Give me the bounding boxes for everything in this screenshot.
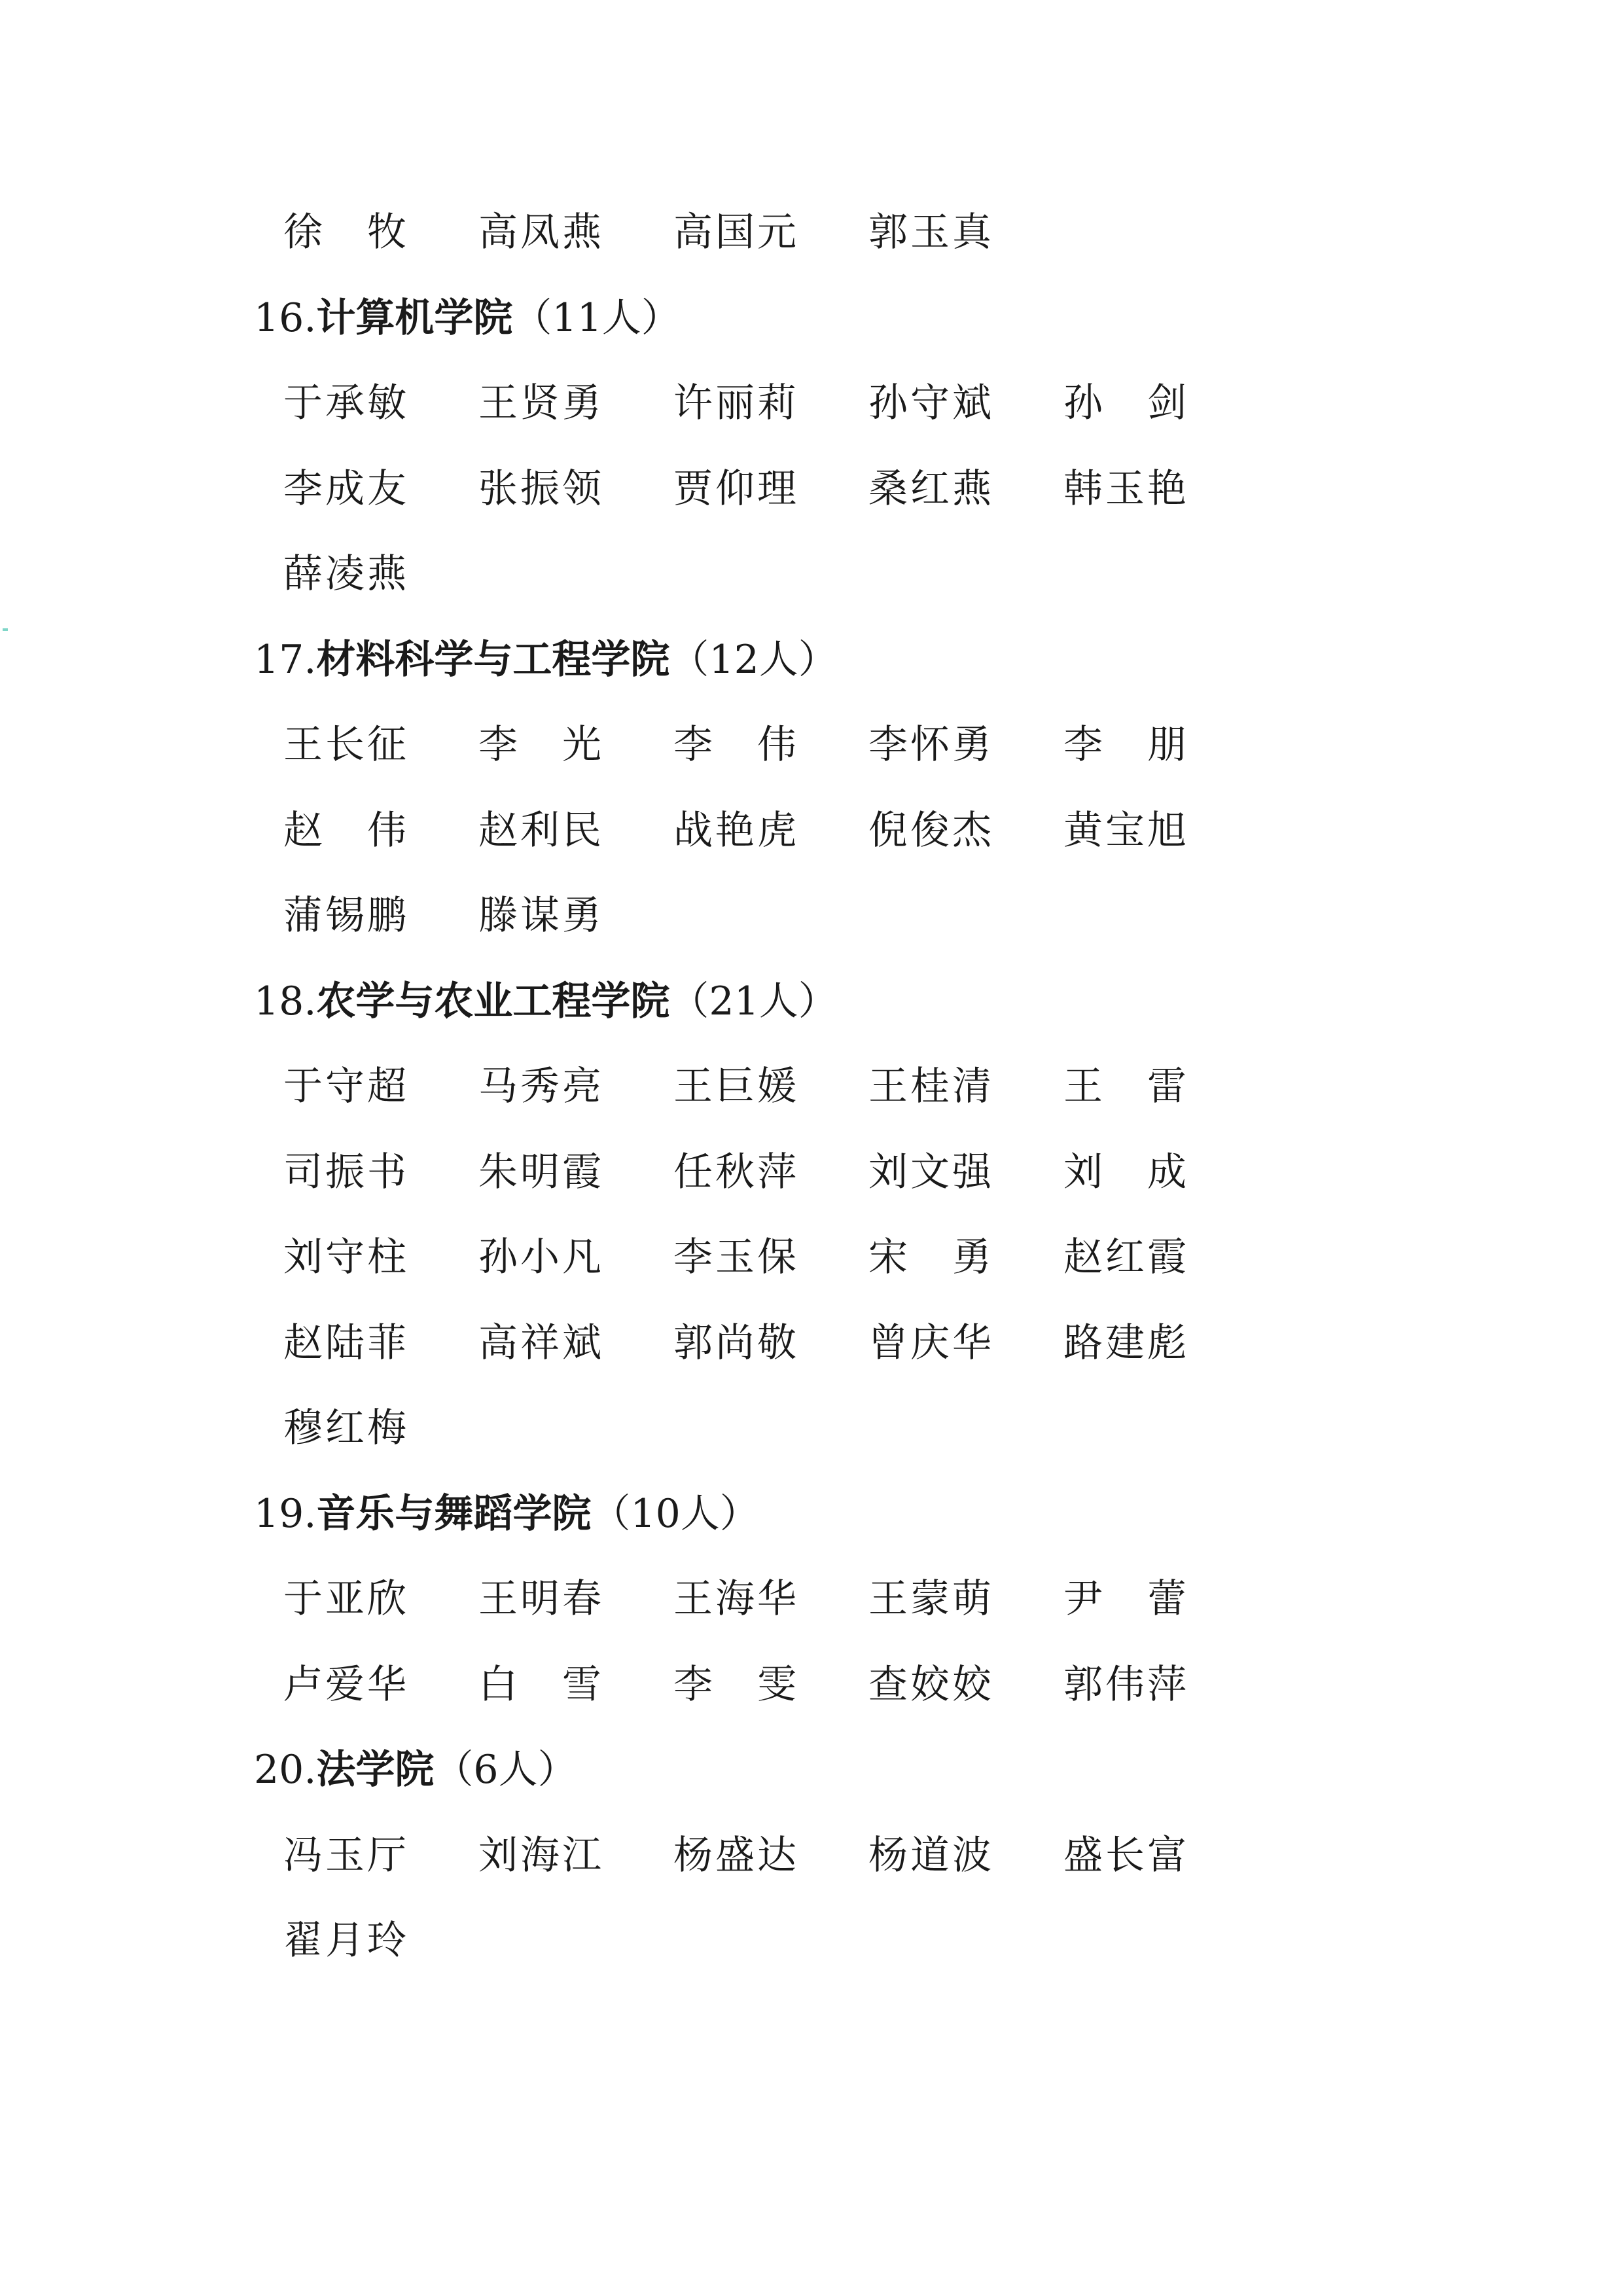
section-title: 农学与农业工程学院: [316, 978, 670, 1024]
names-row: [283, 1044, 1258, 1129]
section-title: 法学院: [316, 1747, 435, 1793]
section-title: 材料科学与工程学院: [316, 636, 670, 683]
person-name: 于 亚 欣: [283, 1576, 406, 1622]
names-row: [283, 190, 1063, 275]
person-name: 蒲 锡 鹏: [283, 893, 406, 939]
person-name: 曾 庆 华: [868, 1319, 991, 1366]
names-row: [283, 1215, 1258, 1300]
person-name: 李 雯: [673, 1661, 796, 1708]
person-name: 王 桂 清: [868, 1064, 991, 1109]
person-name: 赵 红 霞: [1063, 1234, 1186, 1280]
person-name: 翟 月 玲: [283, 1918, 406, 1964]
person-name: 赵 利 民: [478, 807, 601, 853]
person-name: 高 凤 燕: [478, 209, 601, 255]
person-name: 郭 尚 敬: [673, 1319, 796, 1366]
person-name: 高 祥 斌: [478, 1319, 601, 1366]
person-name: 孙 守 斌: [868, 380, 991, 426]
person-name: 任 秋 萍: [673, 1149, 796, 1195]
person-name: 卢 爱 华: [283, 1661, 406, 1708]
section-title: 计算机学院: [316, 295, 513, 341]
person-name: 马 秀 亮: [478, 1064, 601, 1109]
person-name: 王 长 征: [283, 722, 406, 768]
names-row: [283, 1813, 1258, 1898]
person-name: 韩 玉 艳: [1063, 465, 1186, 512]
person-name: 王 巨 媛: [673, 1064, 796, 1109]
person-name: 李 成 友: [283, 465, 406, 512]
person-name: 高 国 元: [673, 209, 796, 255]
section-heading: [254, 959, 838, 1044]
person-name: 李 玉 保: [673, 1234, 796, 1280]
person-name: 赵 陆 菲: [283, 1319, 406, 1366]
person-name: 贾 仰 理: [673, 465, 796, 512]
person-name: 于 守 超: [283, 1064, 406, 1109]
person-name: 孙 剑: [1063, 380, 1186, 426]
names-row: [283, 873, 673, 958]
person-name: 刘 守 柱: [283, 1234, 406, 1280]
person-name: 盛 长 富: [1063, 1832, 1186, 1878]
person-name: 王 海 华: [673, 1576, 796, 1622]
person-name: 张 振 领: [478, 465, 601, 512]
person-name: 李 伟: [673, 722, 796, 768]
section-number: 20.: [254, 1747, 317, 1793]
person-name: 王 雷: [1063, 1064, 1186, 1109]
person-name: 杨 盛 达: [673, 1832, 796, 1878]
person-name: 李 朋: [1063, 722, 1186, 768]
names-row: [283, 1898, 478, 1983]
person-name: 尹 蕾: [1063, 1576, 1186, 1622]
scan-edge-mark: [3, 628, 8, 631]
section-count: （6人）: [434, 1747, 577, 1793]
person-name: 孙 小 凡: [478, 1234, 601, 1280]
names-row: [283, 531, 478, 617]
person-name: 王 蒙 萌: [868, 1576, 991, 1622]
names-row: [283, 1386, 478, 1471]
person-name: 刘 成: [1063, 1149, 1186, 1195]
person-name: 冯 玉 厅: [283, 1832, 406, 1878]
names-row: [283, 1556, 1258, 1641]
person-name: 王 贤 勇: [478, 380, 601, 426]
person-name: 路 建 彪: [1063, 1319, 1186, 1366]
person-name: 宋 勇: [868, 1234, 991, 1280]
names-row: [283, 1642, 1258, 1727]
section-count: （12人）: [669, 636, 838, 683]
person-name: 于 承 敏: [283, 380, 406, 426]
person-name: 黄 宝 旭: [1063, 807, 1186, 853]
person-name: 刘 海 江: [478, 1832, 601, 1878]
person-name: 穆 红 梅: [283, 1405, 406, 1451]
person-name: 郭 伟 萍: [1063, 1661, 1186, 1708]
section-number: 18.: [254, 978, 317, 1024]
person-name: 朱 明 霞: [478, 1149, 601, 1195]
person-name: 李 光: [478, 722, 601, 768]
person-name: 王 明 春: [478, 1576, 601, 1622]
names-row: [283, 788, 1258, 873]
section-number: 16.: [254, 295, 317, 341]
section-count: （21人）: [669, 978, 838, 1024]
section-heading: [254, 1727, 577, 1812]
person-name: 滕 谋 勇: [478, 893, 601, 939]
person-name: 桑 红 燕: [868, 465, 991, 512]
person-name: 许 丽 莉: [673, 380, 796, 426]
person-name: 赵 伟: [283, 807, 406, 853]
person-name: 李 怀 勇: [868, 722, 991, 768]
person-name: 杨 道 波: [868, 1832, 991, 1878]
section-number: 19.: [254, 1490, 317, 1537]
person-name: 白 雪: [478, 1661, 601, 1708]
person-name: 郭 玉 真: [868, 209, 991, 255]
names-row: [283, 702, 1258, 787]
section-title: 音乐与舞蹈学院: [316, 1490, 592, 1537]
person-name: 薛 凌 燕: [283, 551, 406, 597]
section-count: （10人）: [591, 1490, 759, 1537]
section-heading: [254, 617, 838, 702]
names-row: [283, 361, 1258, 446]
names-row: [283, 1300, 1258, 1386]
names-row: [283, 446, 1258, 531]
section-heading: [254, 1471, 759, 1556]
person-name: 倪 俊 杰: [868, 807, 991, 853]
section-count: （11人）: [512, 295, 681, 341]
person-name: 徐 牧: [283, 209, 406, 255]
section-heading: [254, 276, 681, 361]
person-name: 战 艳 虎: [673, 807, 796, 853]
person-name: 刘 文 强: [868, 1149, 991, 1195]
names-row: [283, 1130, 1258, 1215]
person-name: 查 姣 姣: [868, 1661, 991, 1708]
section-number: 17.: [254, 636, 317, 683]
person-name: 司 振 书: [283, 1149, 406, 1195]
